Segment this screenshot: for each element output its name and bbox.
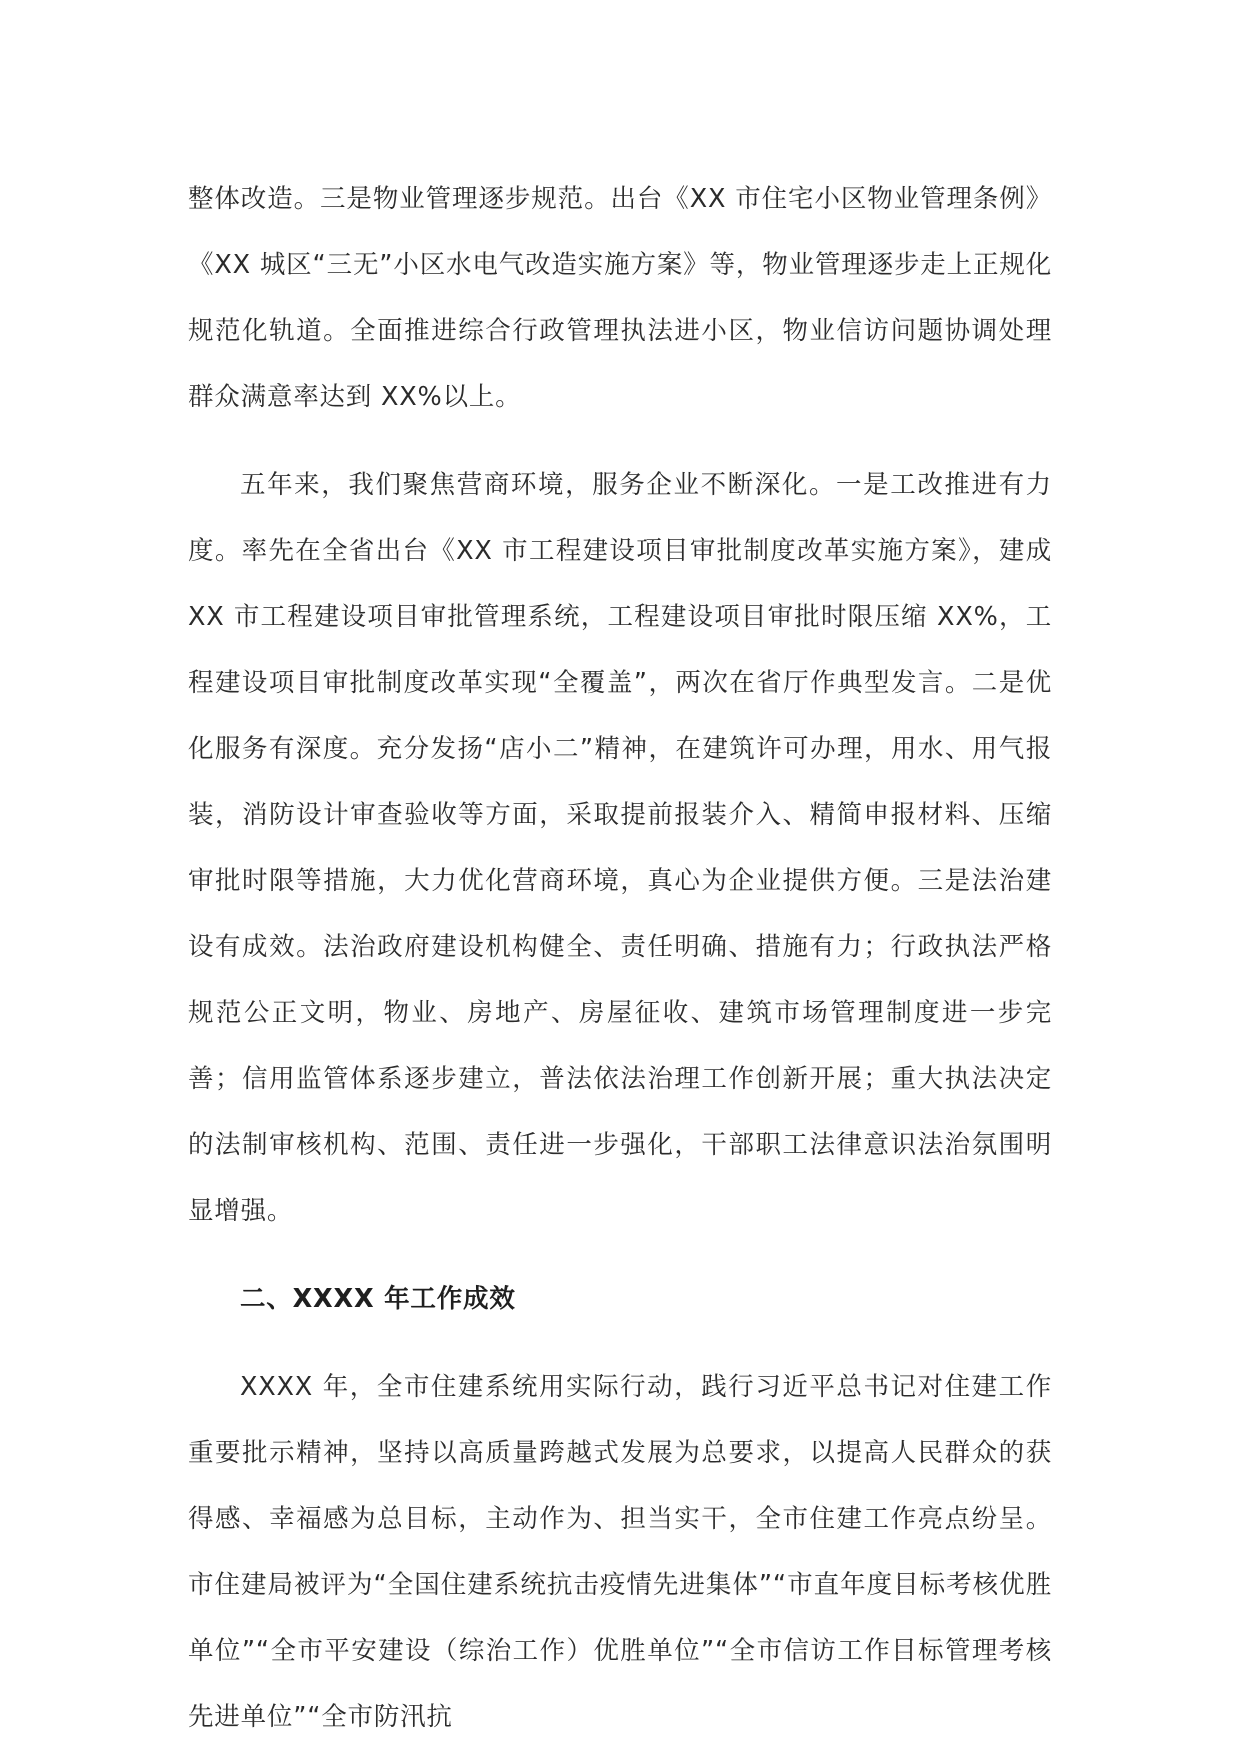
paragraph-spacer (188, 430, 1052, 452)
paragraph-spacer (188, 1332, 1052, 1354)
paragraph-annual-results: XXXX 年，全市住建系统用实际行动，践行习近平总书记对住建工作重要批示精神，坚持以高质量跨越式发展为总要求，以提高人民群众的获得感、幸福感为总目标，主动作为、担当实干，全市住建工作亮点纷呈。市住建局被评为“全国住建系统抗击疫情先进集体”“市直年度目标考核优胜单位”“全市平安建设（综治工作）优胜单位”“全市信访工作目标管理考核先进单位”“全市防汛抗 (188, 1372, 1052, 1732)
section-heading: 二、XXXX 年工作成效 (240, 1284, 516, 1314)
paragraph-business-environment: 五年来，我们聚焦营商环境，服务企业不断深化。一是工改推进有力度。率先在全省出台《XX 市工程建设项目审批制度改革实施方案》，建成 XX 市工程建设项目审批管理系统，工程建设项目审批时限压缩 XX%，工程建设项目审批制度改革实现“全覆盖”，两次在省厅作典型发言。二是优化服务有深度。充分发扬“店小二”精神，在建筑许可办理，用水、用气报装，消防设计审查验收等方面，采取提前报装介入、精简申报材料、压缩审批时限等措施，大力优化营商环境，真心为企业提供方便。三是法治建设有成效。法治政府建设机构健全、责任明确、措施有力；行政执法严格规范公正文明，物业、房地产、房屋征收、建筑市场管理制度进一步完善；信用监管体系逐步建立，普法依法治理工作创新开展；重大执法决定的法制审核机构、范围、责任进一步强化，干部职工法律意识法治氛围明显增强。 (188, 470, 1052, 1226)
paragraph-spacer (188, 1244, 1052, 1266)
paragraph-property-management: 整体改造。三是物业管理逐步规范。出台《XX 市住宅小区物业管理条例》《XX 城区“三无”小区水电气改造实施方案》等，物业管理逐步走上正规化规范化轨道。全面推进综合行政管理执法进小区，物业信访问题协调处理群众满意率达到 XX%以上。 (188, 184, 1052, 412)
document-body (188, 166, 1052, 1750)
